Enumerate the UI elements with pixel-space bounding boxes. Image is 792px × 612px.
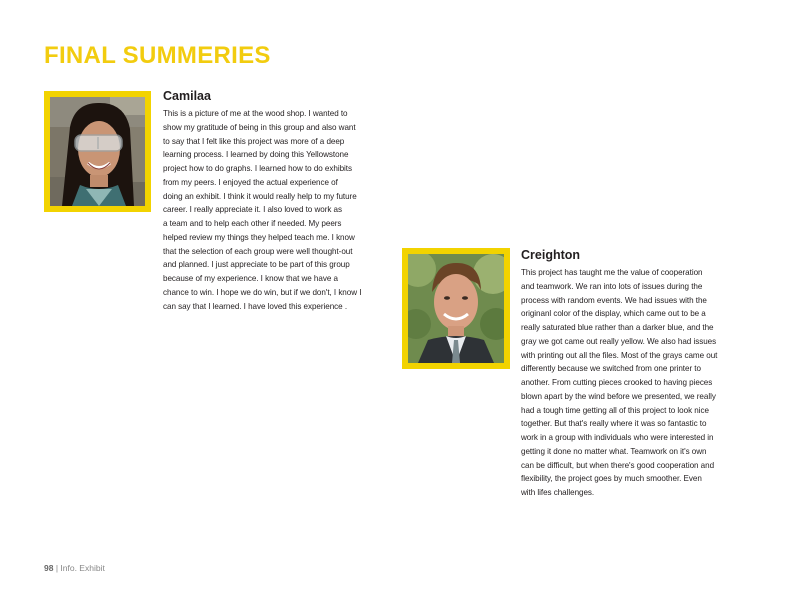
portrait-photo-icon: [50, 97, 145, 206]
creighton-summary: [521, 247, 757, 500]
camilaa-name: Camilaa: [163, 89, 211, 103]
camilaa-photo: [44, 91, 151, 212]
page-number: 98: [44, 563, 54, 573]
camilaa-summary: [163, 88, 395, 313]
footer-separator: |: [53, 563, 61, 573]
footer-label: Info. Exhibit: [60, 563, 105, 573]
portrait-photo-icon: [408, 254, 504, 363]
creighton-photo: [402, 248, 510, 369]
camilaa-text: This is a picture of me at the wood shop. I wanted to show my gratitude of being in this group and also want to say that I felt like this project was more of a deep learning process. I learned by doing this Yellowstone project how to do graphs. I learned how to do exhibits from my peers. I enjoyed the actual experience of doing an exhibit. I think it would really help to my future career. I really appreciate it. I also loved to work as a team and to help each other if needed. My peers helped review my things they helped teach me. I know that the selection of each group were well thought-out and planned. I just appreciate to be part of this group because of my experience. I know that we have a chance to win. I hope we do win, but if we don't, I know I can say that I learned. I have loved this experience .: [163, 109, 362, 311]
creighton-name: Creighton: [521, 248, 581, 262]
page-footer: [44, 563, 105, 573]
page-title: FINAL SUMMERIES: [44, 42, 271, 69]
creighton-text: This project has taught me the value of cooperation and teamwork. We ran into lots of issues during the process with random events. We had issues with the originanl color of the display, which came out to be a really saturated blue rather than a darker blue, and the gray we got came out really yellow. We also had issues with printing out all the files. Most of the grays came out differently because we switched from one printer to another. From cutting pieces crooked to having pieces blown apart by the wind before we presented, we really had a tough time getting all of this project to look nice together. But that's really where it was so fantastic to work in a group with individuals who were interested in getting it done no matter what. Teamwork on it's own can be difficult, but when there's good cooperation and flexibility, the project goes by much smoother. Even with lifes challenges.: [521, 268, 718, 497]
